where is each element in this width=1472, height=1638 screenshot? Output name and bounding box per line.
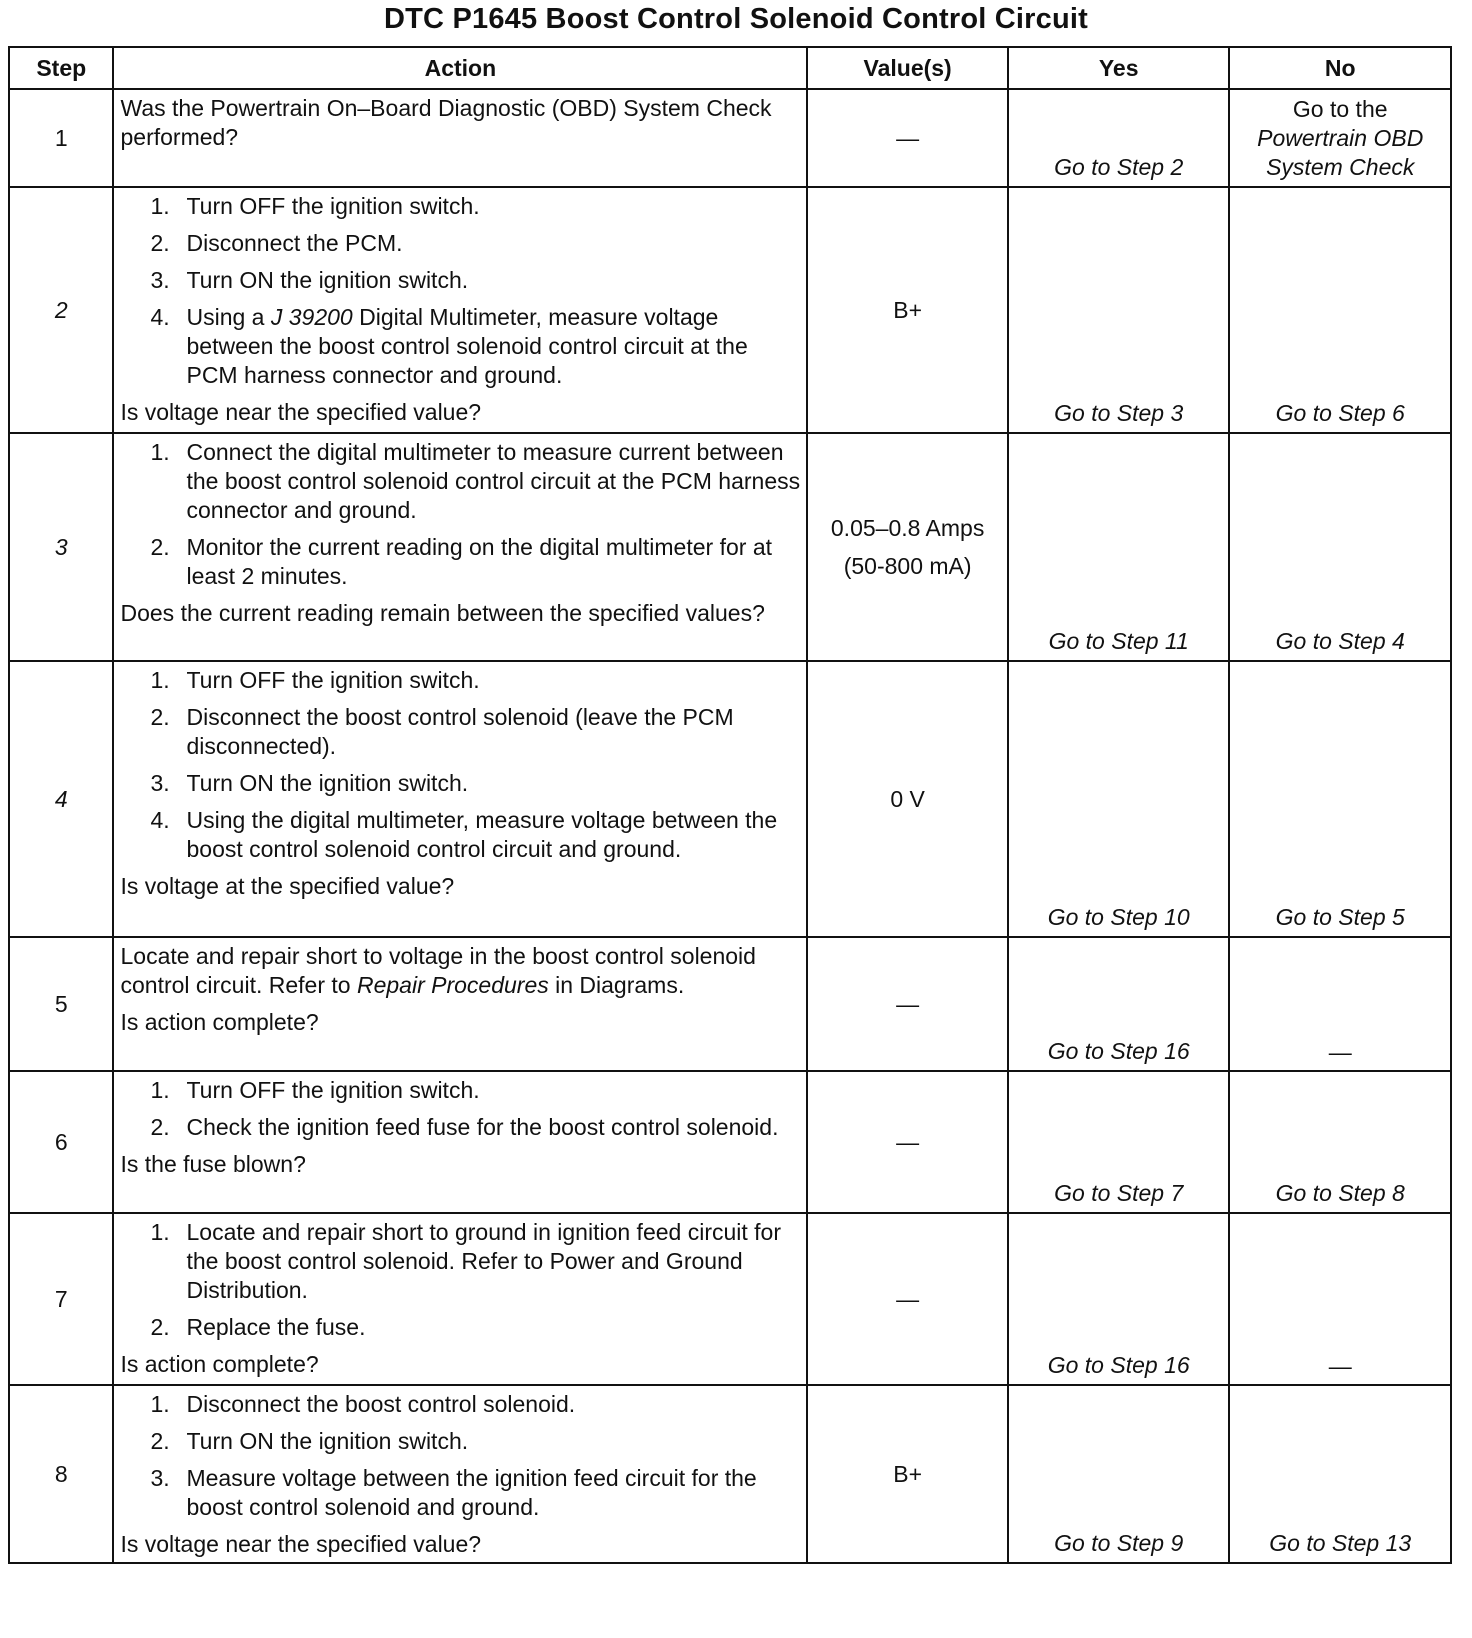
item-number: 2. bbox=[150, 1314, 170, 1340]
action-list bbox=[120, 438, 800, 591]
yes-goto: Go to Step 2 bbox=[1054, 154, 1184, 180]
item-text: Check the ignition feed fuse for the boost control solenoid. bbox=[186, 1114, 779, 1140]
action-cell bbox=[113, 661, 807, 937]
value-text: — bbox=[896, 1129, 920, 1155]
action-item bbox=[120, 769, 800, 798]
step-number: 1 bbox=[9, 89, 113, 187]
yes-goto: Go to Step 16 bbox=[1047, 1038, 1190, 1064]
step-number: 8 bbox=[9, 1385, 113, 1563]
no-goto: Go to Step 8 bbox=[1275, 1180, 1405, 1206]
step-number bbox=[9, 433, 113, 661]
yes-cell bbox=[1008, 661, 1230, 937]
value-cell bbox=[807, 89, 1008, 187]
table-row-step-8 bbox=[9, 1385, 1451, 1563]
no-goto-line2: Powertrain OBD bbox=[1257, 125, 1424, 151]
document-title: DTC P1645 Boost Control Solenoid Control Circuit bbox=[383, 3, 1088, 35]
step-number-text: 3 bbox=[54, 533, 68, 560]
no-goto: — bbox=[1328, 1353, 1352, 1379]
action-question: Does the current reading remain between the specified values? bbox=[120, 600, 765, 626]
action-item bbox=[120, 1218, 800, 1305]
item-number: 2. bbox=[150, 1428, 170, 1454]
item-text: Locate and repair short to ground in ignition feed circuit for the boost control solenoid. Refer to Power and Ground Distribution. bbox=[186, 1219, 782, 1303]
action-item bbox=[120, 266, 800, 295]
item-number: 3. bbox=[150, 267, 170, 293]
value-cell bbox=[807, 1385, 1008, 1563]
table-row-step-1 bbox=[9, 89, 1451, 187]
no-cell bbox=[1229, 433, 1451, 661]
step-number-text: 4 bbox=[54, 785, 68, 812]
table-row-step-4 bbox=[9, 661, 1451, 937]
step-number bbox=[9, 661, 113, 937]
item-number: 3. bbox=[150, 770, 170, 796]
value-cell bbox=[807, 1213, 1008, 1385]
header-action: Action bbox=[113, 47, 807, 89]
no-cell bbox=[1229, 187, 1451, 433]
value-text: 0 V bbox=[890, 786, 925, 812]
item-text: Measure voltage between the ignition feed circuit for the boost control solenoid and ground. bbox=[186, 1465, 757, 1520]
header-values: Value(s) bbox=[807, 47, 1008, 89]
action-item bbox=[120, 703, 800, 761]
header-step: Step bbox=[9, 47, 113, 89]
no-cell bbox=[1229, 937, 1451, 1071]
value-text: — bbox=[896, 1286, 920, 1312]
value-cell bbox=[807, 661, 1008, 937]
item-text: Turn OFF the ignition switch. bbox=[186, 1077, 480, 1103]
table-row-step-6 bbox=[9, 1071, 1451, 1213]
item-number: 4. bbox=[150, 304, 170, 330]
action-cell bbox=[113, 433, 807, 661]
item-number: 2. bbox=[150, 704, 170, 730]
no-goto-line3: System Check bbox=[1266, 154, 1415, 180]
action-cell bbox=[113, 1385, 807, 1563]
item-text: Disconnect the PCM. bbox=[186, 230, 403, 256]
item-number: 1. bbox=[150, 1219, 170, 1245]
action-question: Is action complete? bbox=[120, 1351, 319, 1377]
diagnostic-table bbox=[8, 46, 1452, 1564]
no-goto: — bbox=[1328, 1039, 1352, 1065]
value-cell bbox=[807, 937, 1008, 1071]
item-number: 2. bbox=[150, 230, 170, 256]
item-number: 4. bbox=[150, 807, 170, 833]
yes-goto: Go to Step 7 bbox=[1054, 1180, 1184, 1206]
action-item bbox=[120, 1390, 800, 1419]
action-item bbox=[120, 1427, 800, 1456]
action-cell bbox=[113, 1071, 807, 1213]
yes-cell bbox=[1008, 433, 1230, 661]
action-item bbox=[120, 303, 800, 390]
action-list bbox=[120, 1390, 800, 1522]
no-goto: Go to Step 5 bbox=[1275, 904, 1405, 930]
item-text: Turn ON the ignition switch. bbox=[186, 267, 469, 293]
action-question: Is action complete? bbox=[120, 1009, 319, 1035]
item-text: Connect the digital multimeter to measure current between the boost control solenoid control circuit at the PCM harness connector and ground. bbox=[186, 439, 801, 523]
item-text: Disconnect the boost control solenoid. bbox=[186, 1391, 576, 1417]
table-row-step-7 bbox=[9, 1213, 1451, 1385]
item-text: Turn OFF the ignition switch. bbox=[186, 193, 480, 219]
step-number: 5 bbox=[9, 937, 113, 1071]
action-item bbox=[120, 1464, 800, 1522]
yes-goto: Go to Step 11 bbox=[1048, 628, 1189, 654]
action-item bbox=[120, 192, 800, 221]
item-number: 2. bbox=[150, 1114, 170, 1140]
action-item bbox=[120, 666, 800, 695]
action-cell bbox=[113, 89, 807, 187]
item-text: Using the digital multimeter, measure voltage between the boost control solenoid control circuit and ground. bbox=[186, 807, 778, 862]
table-row-step-2 bbox=[9, 187, 1451, 433]
value-text: B+ bbox=[893, 1461, 923, 1487]
header-no: No bbox=[1229, 47, 1451, 89]
value-line1: 0.05–0.8 Amps bbox=[830, 515, 985, 541]
value-text: B+ bbox=[893, 297, 923, 323]
item-text: Replace the fuse. bbox=[186, 1314, 366, 1340]
value-cell bbox=[807, 433, 1008, 661]
item-text: Digital Multimeter, measure voltage between the boost control solenoid control circuit at the PCM harness connector and ground. bbox=[186, 304, 748, 388]
no-cell bbox=[1229, 1213, 1451, 1385]
action-item bbox=[120, 1076, 800, 1105]
header-yes: Yes bbox=[1008, 47, 1230, 89]
action-question: Is voltage near the specified value? bbox=[120, 399, 482, 425]
no-cell bbox=[1229, 661, 1451, 937]
item-text: Disconnect the boost control solenoid (leave the PCM disconnected). bbox=[186, 704, 734, 759]
item-text: Monitor the current reading on the digital multimeter for at least 2 minutes. bbox=[186, 534, 772, 589]
tool-reference: J 39200 bbox=[270, 304, 353, 330]
item-number: 1. bbox=[150, 1391, 170, 1417]
step-number: 7 bbox=[9, 1213, 113, 1385]
action-list bbox=[120, 1218, 800, 1342]
value-text: — bbox=[896, 125, 920, 151]
no-goto-line1: Go to the bbox=[1292, 96, 1388, 122]
item-number: 1. bbox=[150, 1077, 170, 1103]
yes-goto: Go to Step 10 bbox=[1047, 904, 1190, 930]
item-text: Turn OFF the ignition switch. bbox=[186, 667, 480, 693]
item-number: 1. bbox=[150, 193, 170, 219]
table-row-step-5 bbox=[9, 937, 1451, 1071]
no-goto: Go to Step 4 bbox=[1275, 628, 1405, 654]
value-cell bbox=[807, 1071, 1008, 1213]
action-text bbox=[120, 942, 800, 1000]
action-item bbox=[120, 1313, 800, 1342]
repair-procedures-reference: Repair Procedures bbox=[356, 972, 549, 998]
value-text: — bbox=[896, 991, 920, 1017]
step-number-text: 2 bbox=[54, 296, 68, 323]
step-number bbox=[9, 187, 113, 433]
item-number: 2. bbox=[150, 534, 170, 560]
action-list bbox=[120, 192, 800, 390]
yes-cell bbox=[1008, 1213, 1230, 1385]
no-goto: Go to Step 13 bbox=[1269, 1530, 1412, 1556]
action-item bbox=[120, 1113, 800, 1142]
action-item bbox=[120, 229, 800, 258]
action-text: Was the Powertrain On–Board Diagnostic (OBD) System Check performed? bbox=[120, 95, 772, 150]
item-number: 1. bbox=[150, 667, 170, 693]
yes-cell bbox=[1008, 1385, 1230, 1563]
yes-cell bbox=[1008, 1071, 1230, 1213]
yes-cell bbox=[1008, 937, 1230, 1071]
yes-cell bbox=[1008, 89, 1230, 187]
yes-goto: Go to Step 16 bbox=[1047, 1352, 1190, 1378]
item-number: 1. bbox=[150, 439, 170, 465]
action-item bbox=[120, 806, 800, 864]
action-cell bbox=[113, 937, 807, 1071]
item-prefix: Using a bbox=[186, 304, 265, 330]
table-row-step-3 bbox=[9, 433, 1451, 661]
item-text: Turn ON the ignition switch. bbox=[186, 770, 469, 796]
step-number: 6 bbox=[9, 1071, 113, 1213]
value-line2: (50-800 mA) bbox=[843, 553, 972, 579]
item-text: Turn ON the ignition switch. bbox=[186, 1428, 469, 1454]
header-row bbox=[9, 47, 1451, 89]
action-item bbox=[120, 533, 800, 591]
yes-cell bbox=[1008, 187, 1230, 433]
no-cell bbox=[1229, 1071, 1451, 1213]
action-text-after: in Diagrams. bbox=[555, 972, 685, 998]
no-cell bbox=[1229, 89, 1451, 187]
action-question: Is voltage at the specified value? bbox=[120, 873, 455, 899]
action-question: Is voltage near the specified value? bbox=[120, 1531, 482, 1557]
no-cell bbox=[1229, 1385, 1451, 1563]
no-goto: Go to Step 6 bbox=[1275, 400, 1405, 426]
value-cell bbox=[807, 187, 1008, 433]
yes-goto: Go to Step 9 bbox=[1054, 1530, 1184, 1556]
yes-goto: Go to Step 3 bbox=[1054, 400, 1184, 426]
action-question: Is the fuse blown? bbox=[120, 1151, 306, 1177]
action-text-before: Locate and repair short to voltage in the boost control solenoid control circuit. Refer to bbox=[120, 943, 756, 998]
item-number: 3. bbox=[150, 1465, 170, 1491]
action-list bbox=[120, 666, 800, 864]
action-cell bbox=[113, 187, 807, 433]
action-cell bbox=[113, 1213, 807, 1385]
action-item bbox=[120, 438, 800, 525]
action-list bbox=[120, 1076, 800, 1142]
